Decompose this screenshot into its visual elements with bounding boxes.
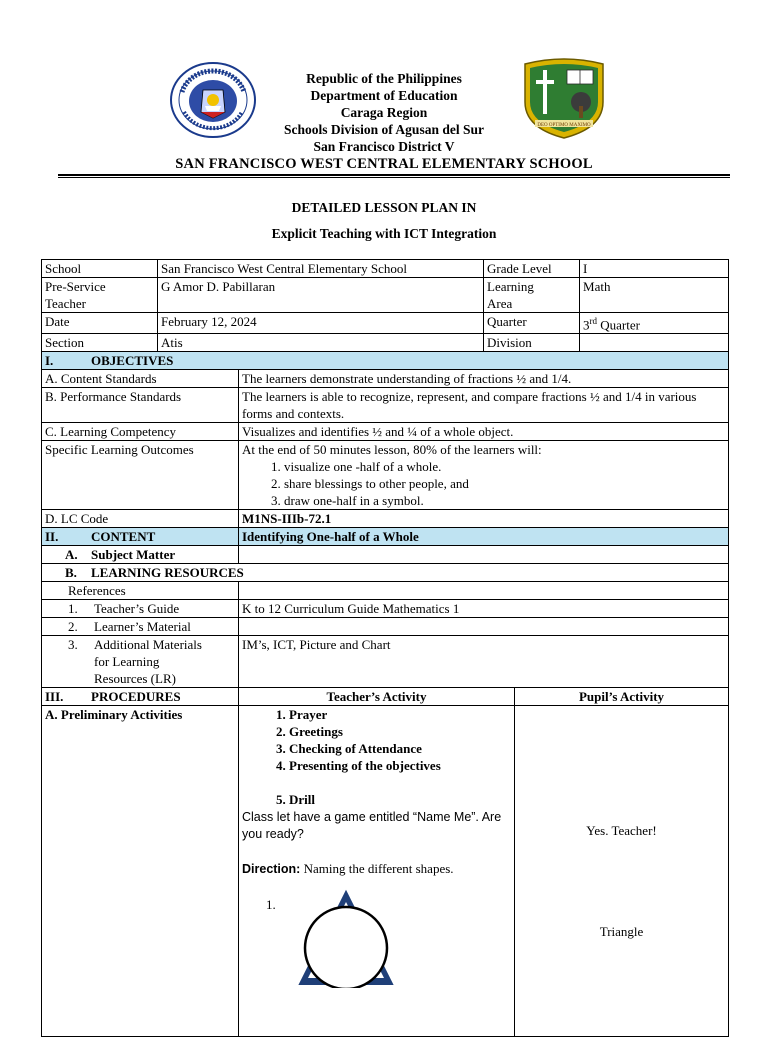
outcomes-value — [239, 441, 729, 510]
school-name: SAN FRANCISCO WEST CENTRAL ELEMENTARY SCHOOL — [175, 156, 593, 172]
additional-materials-label: 3. Additional Materials for Learning Resources (LR) — [42, 636, 239, 688]
teacher-value: G Amor D. Pabillaran — [158, 278, 484, 313]
shape-item-num: 1. — [266, 897, 276, 913]
objectives-num: I. — [45, 353, 54, 369]
pupil-activity-cell — [515, 706, 729, 1037]
procedures-heading-row — [42, 688, 729, 706]
quarter-rest: Quarter — [597, 317, 640, 333]
info-row-date — [42, 313, 729, 334]
date-label: Date — [42, 313, 158, 334]
school-label: School — [42, 260, 158, 278]
outcomes-label: Specific Learning Outcomes — [42, 441, 239, 510]
pupil-reply-triangle: Triangle — [599, 924, 644, 940]
performance-standards-value: The learners is able to recognize, represent, and compare fractions ½ and 1/4 in various forms and contexts. — [239, 388, 729, 423]
content-num: II. — [45, 529, 59, 545]
lc-code-label: D. LC Code — [42, 510, 239, 528]
pupil-activity-header: Pupil’s Activity — [515, 688, 729, 706]
direction — [242, 860, 511, 878]
objectives-heading-row — [42, 352, 729, 370]
step-item: 3. Checking of Attendance — [289, 740, 511, 757]
grade-label: Grade Level — [484, 260, 580, 278]
teacher-label-2: Teacher — [45, 296, 86, 311]
learners-material-text: Learner’s Material — [94, 619, 191, 635]
learning-resources: B. LEARNING RESOURCES — [42, 564, 729, 582]
additional-materials-text-1: Additional Materials — [94, 637, 202, 653]
subject-matter-value — [239, 546, 729, 564]
division-label: Division — [484, 334, 580, 352]
content-standards-label: A. Content Standards — [42, 370, 239, 388]
teacher-activity-cell — [239, 706, 515, 1037]
content-heading — [42, 528, 239, 546]
content-standards-row — [42, 370, 729, 388]
procedures-heading — [42, 688, 239, 706]
header-rule — [58, 174, 730, 176]
lc-code-value: M1NS-IIIb-72.1 — [239, 510, 729, 528]
quarter-label: Quarter — [484, 313, 580, 334]
step-item: 1. Prayer — [289, 706, 511, 723]
area-value: Math — [580, 278, 729, 313]
subject-matter: A. Subject Matter — [42, 546, 239, 564]
header-district: San Francisco District V — [313, 139, 455, 154]
info-row-teacher — [42, 278, 729, 313]
drill-text: Class let have a game entitled “Name Me”. Are you ready? — [242, 810, 502, 842]
pupil-reply-yes: Yes. Teacher! — [586, 823, 657, 839]
objectives-heading-text: OBJECTIVES — [91, 353, 174, 369]
additional-materials-text-2: for Learning — [94, 654, 160, 670]
procedures-heading-text: PROCEDURES — [91, 689, 181, 705]
area-label-1: Learning — [487, 279, 534, 294]
teacher-label — [42, 278, 158, 313]
section-value: Atis — [158, 334, 484, 352]
learners-material-value — [239, 618, 729, 636]
content-topic: Identifying One-half of a Whole — [239, 528, 729, 546]
step-item: 2. Greetings — [289, 723, 511, 740]
outcomes-row — [42, 441, 729, 510]
header-republic: Republic of the Philippines — [306, 71, 462, 86]
learning-resources-row — [42, 564, 729, 582]
teacher-activity-header: Teacher’s Activity — [239, 688, 515, 706]
content-heading-text: CONTENT — [91, 529, 156, 545]
teachers-guide-value: K to 12 Curriculum Guide Mathematics 1 — [239, 600, 729, 618]
quarter-num: 3 — [583, 317, 590, 333]
quarter-sup: rd — [589, 316, 598, 326]
school-seal-motto: DEO OPTIMO MAXIMO — [537, 123, 591, 128]
learning-resources-text: LEARNING RESOURCES — [91, 565, 244, 581]
learners-material-row — [42, 618, 729, 636]
learners-material-label: 2. Learner’s Material — [42, 618, 239, 636]
competency-value: Visualizes and identifies ½ and ¼ of a whole object. — [239, 423, 729, 441]
performance-standards-label: B. Performance Standards — [42, 388, 239, 423]
additional-materials-text-3: Resources (LR) — [94, 671, 176, 687]
shape-item — [242, 888, 511, 988]
subject-matter-row — [42, 546, 729, 564]
objectives-heading — [42, 352, 729, 370]
outcome-item: 3. draw one-half in a symbol. — [284, 492, 725, 509]
division-value — [580, 334, 729, 352]
procedures-num: III. — [45, 689, 64, 705]
header-rule-thin — [58, 177, 730, 178]
preliminary-row — [42, 706, 729, 1037]
direction-text: Naming the different shapes. — [300, 861, 454, 877]
performance-standards-row — [42, 388, 729, 423]
area-label-2: Area — [487, 296, 513, 311]
info-row-section — [42, 334, 729, 352]
outcome-item: 1. visualize one -half of a whole. — [284, 458, 725, 475]
outcomes-intro: At the end of 50 minutes lesson, 80% of the learners will: — [242, 442, 542, 458]
direction-label: Direction: — [242, 862, 301, 877]
plan-title: DETAILED LESSON PLAN IN — [291, 200, 477, 215]
header-division: Schools Division of Agusan del Sur — [284, 122, 484, 137]
plan-subtitle: Explicit Teaching with ICT Integration — [271, 226, 497, 241]
outcome-item: 2. share blessings to other people, and — [284, 475, 725, 492]
area-label — [484, 278, 580, 313]
additional-materials-row — [42, 636, 729, 688]
content-heading-row — [42, 528, 729, 546]
teachers-guide-text: Teacher’s Guide — [94, 601, 180, 617]
teachers-guide-label: 1. Teacher’s Guide — [42, 600, 239, 618]
teacher-label-1: Pre-Service — [45, 279, 106, 294]
references-label: References — [42, 582, 239, 600]
lesson-plan-table — [41, 259, 729, 1037]
references-row — [42, 582, 729, 600]
competency-row — [42, 423, 729, 441]
subject-matter-text: Subject Matter — [91, 547, 176, 563]
references-value — [239, 582, 729, 600]
content-standards-value: The learners demonstrate understanding of fractions ½ and 1/4. — [239, 370, 729, 388]
header-region: Caraga Region — [340, 105, 428, 120]
lc-code-row — [42, 510, 729, 528]
teachers-guide-row — [42, 600, 729, 618]
drill-item: 5. Drill — [289, 791, 511, 808]
step-item: 4. Presenting of the objectives — [289, 757, 511, 774]
section-label: Section — [42, 334, 158, 352]
quarter-value — [580, 313, 729, 334]
triangle-circle-shape — [296, 888, 400, 988]
info-row-school — [42, 260, 729, 278]
date-value: February 12, 2024 — [158, 313, 484, 334]
school-value: San Francisco West Central Elementary School — [158, 260, 484, 278]
additional-materials-value: IM’s, ICT, Picture and Chart — [239, 636, 729, 688]
preliminary-label: A. Preliminary Activities — [42, 706, 239, 1037]
competency-label: C. Learning Competency — [42, 423, 239, 441]
grade-value: I — [580, 260, 729, 278]
header-department: Department of Education — [310, 88, 458, 103]
